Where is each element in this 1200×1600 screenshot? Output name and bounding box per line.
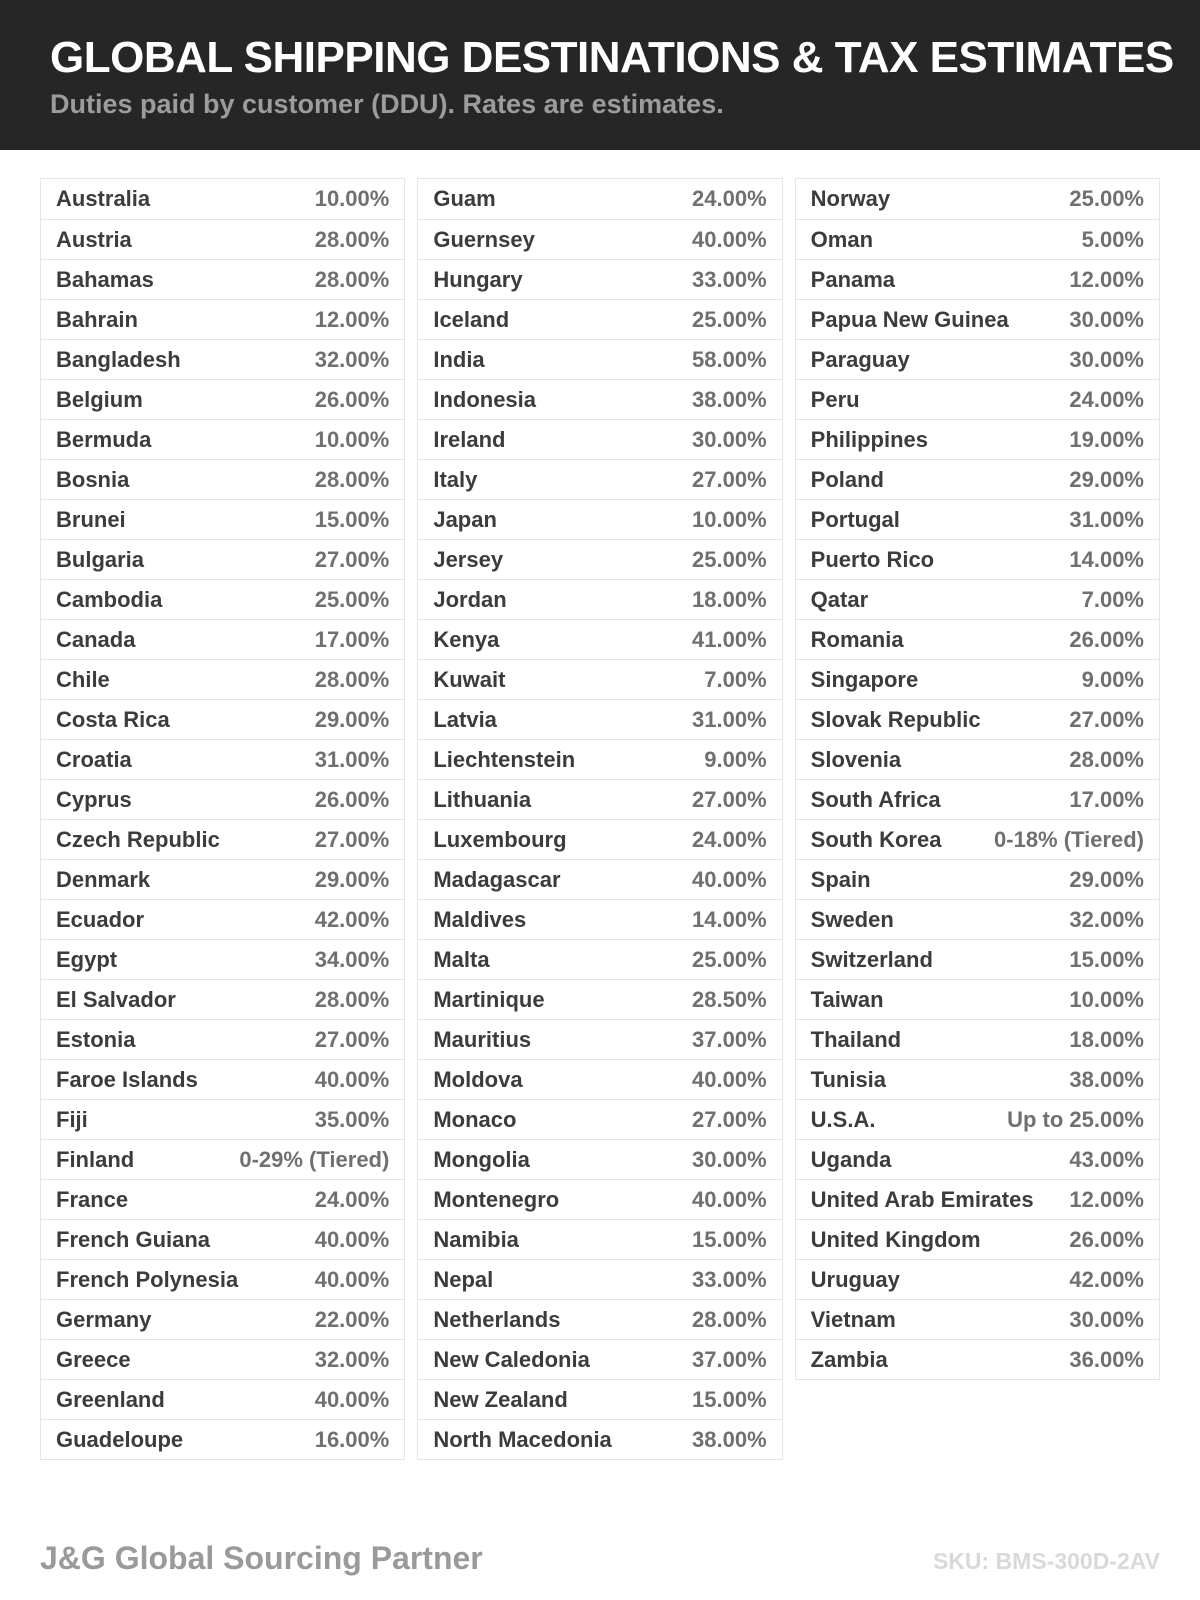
table-row [418,899,781,939]
table-row [41,179,404,219]
tax-rate: 15.00% [314,506,390,532]
table-row [796,1139,1159,1179]
tax-rate: 27.00% [314,826,390,852]
tax-rate: 28.00% [314,266,390,292]
tax-rate: 7.00% [1081,586,1144,612]
table-row [796,619,1159,659]
country-name: India [433,346,485,372]
country-name: Uruguay [810,1266,900,1292]
tax-rate: 26.00% [314,786,390,812]
tax-rate: 28.00% [1069,746,1144,772]
tax-rate: 15.00% [1069,946,1144,972]
table-row [796,1019,1159,1059]
country-name: Papua New Guinea [810,306,1009,332]
table-row [796,699,1159,739]
country-name: Australia [56,186,151,211]
country-name: Switzerland [810,946,933,972]
country-name: Guernsey [433,226,535,252]
table-row [41,939,404,979]
country-name: Kuwait [433,666,506,692]
tax-rate: 35.00% [314,1106,390,1132]
table-row [41,899,404,939]
tax-rate: 30.00% [692,426,767,452]
tax-rate: 27.00% [314,1026,390,1052]
tax-rate: 37.00% [692,1346,767,1372]
country-name: Croatia [56,746,132,772]
table-row [41,1219,404,1259]
tax-rate: 34.00% [314,946,390,972]
tax-rate: 28.00% [314,986,390,1012]
tax-rate: 43.00% [1069,1146,1144,1172]
table-row [41,1339,404,1379]
country-name: Poland [810,466,884,492]
country-name: Panama [810,266,896,292]
table-row [796,459,1159,499]
tax-rate: 31.00% [314,746,390,772]
tax-rate: 28.00% [314,226,390,252]
tax-rate: 17.00% [1069,786,1144,812]
country-name: New Zealand [433,1386,568,1412]
tax-rate: 15.00% [692,1226,767,1252]
tax-rate: 18.00% [692,586,767,612]
table-row [41,979,404,1019]
tax-rate: 18.00% [1069,1026,1144,1052]
table-row [41,1139,404,1179]
tax-rate: 10.00% [314,186,390,211]
tax-rate: 26.00% [1069,1226,1144,1252]
table-row [418,819,781,859]
tax-rate: 40.00% [314,1226,390,1252]
tax-rate: 0-29% (Tiered) [239,1146,390,1172]
country-name: Cambodia [56,586,163,612]
tax-rate: 40.00% [314,1386,390,1412]
table-row [418,1379,781,1419]
country-name: Bangladesh [56,346,181,372]
country-name: Martinique [433,986,545,1012]
tax-rate: 30.00% [1069,306,1144,332]
table-row [418,939,781,979]
country-name: Liechtenstein [433,746,576,772]
tax-rate: 28.00% [692,1306,767,1332]
country-name: Jersey [433,546,504,572]
country-name: United Arab Emirates [810,1186,1034,1212]
tax-rate: 26.00% [314,386,390,412]
rates-table [40,178,1160,1460]
country-name: France [56,1186,129,1212]
table-row [796,1059,1159,1099]
table-row [796,939,1159,979]
country-name: Taiwan [810,986,884,1012]
country-name: Norway [810,186,891,211]
country-name: Belgium [56,386,143,412]
table-row [418,659,781,699]
table-row [41,739,404,779]
tax-rate: 26.00% [1069,626,1144,652]
country-name: Hungary [433,266,523,292]
tax-rate: 40.00% [692,1066,767,1092]
country-name: Maldives [433,906,527,932]
country-name: Bahrain [56,306,138,332]
country-name: Lithuania [433,786,532,812]
tax-rate: 37.00% [692,1026,767,1052]
country-name: Ireland [433,426,506,452]
country-name: Romania [810,626,904,652]
header-bar [0,0,1200,150]
table-row [796,419,1159,459]
table-row [418,419,781,459]
country-name: Mauritius [433,1026,532,1052]
table-row [418,979,781,1019]
country-name: Montenegro [433,1186,560,1212]
table-row [418,1059,781,1099]
table-row [41,259,404,299]
country-name: Cyprus [56,786,132,812]
country-name: Puerto Rico [810,546,935,572]
brand-name: J&G Global Sourcing Partner [40,1540,483,1576]
table-row [418,1099,781,1139]
tax-rate: 24.00% [692,826,767,852]
table-row [418,1299,781,1339]
table-row [418,499,781,539]
country-name: Madagascar [433,866,561,892]
country-name: Chile [56,666,110,692]
country-name: Sweden [810,906,894,932]
tax-rate: 7.00% [704,666,767,692]
country-name: Monaco [433,1106,517,1132]
page-title: GLOBAL SHIPPING DESTINATIONS & TAX ESTIMATES [50,32,1174,82]
table-row [41,859,404,899]
country-name: Namibia [433,1226,519,1252]
tax-rate: 12.00% [1069,1186,1144,1212]
table-row [796,579,1159,619]
country-name: Thailand [810,1026,902,1052]
tax-rate: 38.00% [692,1426,767,1452]
country-name: Mongolia [433,1146,530,1172]
country-name: Zambia [810,1346,888,1372]
table-row [796,1179,1159,1219]
country-name: Vietnam [810,1306,896,1332]
table-row [41,779,404,819]
tax-rate: 32.00% [1069,906,1144,932]
tax-rate: 28.00% [314,466,390,492]
tax-rate: 15.00% [692,1386,767,1412]
table-row [796,339,1159,379]
country-name: Greece [56,1346,131,1372]
country-name: Czech Republic [56,826,220,852]
table-row [796,379,1159,419]
table-row [41,699,404,739]
table-row [41,1419,404,1459]
country-name: Guadeloupe [56,1426,184,1452]
tax-rate: 5.00% [1081,226,1144,252]
table-row [41,219,404,259]
tax-rate: Up to 25.00% [1007,1106,1144,1132]
country-name: Luxembourg [433,826,567,852]
country-name: South Africa [810,786,941,812]
table-row [418,259,781,299]
table-row [41,1299,404,1339]
tax-rate: 12.00% [314,306,390,332]
country-name: Qatar [810,586,869,612]
tax-rate: 24.00% [1069,386,1144,412]
tax-rate: 33.00% [692,266,767,292]
table-row [418,1139,781,1179]
country-name: Indonesia [433,386,537,412]
rate-column-3 [795,178,1160,1380]
country-name: Egypt [56,946,118,972]
tax-rate: 38.00% [1069,1066,1144,1092]
tax-rate: 40.00% [314,1066,390,1092]
tax-rate: 25.00% [692,546,767,572]
country-name: Iceland [433,306,510,332]
table-row [41,819,404,859]
tax-rate: 36.00% [1069,1346,1144,1372]
table-row [796,1259,1159,1299]
country-name: Greenland [56,1386,165,1412]
table-row [418,459,781,499]
table-row [796,539,1159,579]
tax-rate: 10.00% [692,506,767,532]
country-name: Germany [56,1306,152,1332]
tax-rate: 25.00% [1069,186,1144,211]
tax-rate: 27.00% [692,1106,767,1132]
country-name: Italy [433,466,478,492]
page-subtitle: Duties paid by customer (DDU). Rates are estimates. [50,89,724,120]
table-row [418,1259,781,1299]
tax-rate: 22.00% [314,1306,390,1332]
country-name: Denmark [56,866,151,892]
tax-rate: 14.00% [1069,546,1144,572]
table-row [41,339,404,379]
country-name: South Korea [810,826,942,852]
tax-rate: 9.00% [704,746,767,772]
tax-rate: 41.00% [692,626,767,652]
table-row [796,1299,1159,1339]
table-row [41,1099,404,1139]
country-name: Jordan [433,586,507,612]
table-row [796,859,1159,899]
table-row [418,1339,781,1379]
table-row [418,779,781,819]
tax-rate: 27.00% [692,466,767,492]
country-name: Japan [433,506,497,532]
table-row [41,1179,404,1219]
tax-rate: 30.00% [692,1146,767,1172]
country-name: Uganda [810,1146,892,1172]
country-name: Kenya [433,626,500,652]
table-row [418,1179,781,1219]
country-name: Bulgaria [56,546,145,572]
table-row [418,739,781,779]
tax-rate: 32.00% [314,346,390,372]
table-row [418,859,781,899]
tax-rate: 31.00% [1069,506,1144,532]
table-row [41,1059,404,1099]
tax-rate: 10.00% [1069,986,1144,1012]
country-name: Tunisia [810,1066,887,1092]
country-name: Fiji [56,1106,88,1132]
table-row [796,899,1159,939]
country-name: Bahamas [56,266,154,292]
country-name: Estonia [56,1026,136,1052]
country-name: Nepal [433,1266,494,1292]
tax-rate: 14.00% [692,906,767,932]
table-row [796,659,1159,699]
tax-rate: 40.00% [314,1266,390,1292]
tax-rate: 25.00% [692,306,767,332]
tax-rate: 0-18% (Tiered) [994,826,1144,852]
table-row [41,419,404,459]
tax-rate: 16.00% [314,1426,390,1452]
country-name: New Caledonia [433,1346,590,1372]
tax-rate: 29.00% [1069,466,1144,492]
country-name: El Salvador [56,986,176,1012]
tax-rate: 29.00% [1069,866,1144,892]
tax-rate: 29.00% [314,706,390,732]
tax-rate: 31.00% [692,706,767,732]
table-row [796,1099,1159,1139]
table-row [796,179,1159,219]
table-row [796,299,1159,339]
table-row [418,219,781,259]
tax-rate: 17.00% [314,626,390,652]
country-name: Peru [810,386,860,412]
tax-rate: 58.00% [692,346,767,372]
country-name: Netherlands [433,1306,561,1332]
tax-rate: 28.00% [314,666,390,692]
tax-rate: 27.00% [1069,706,1144,732]
tax-rate: 9.00% [1081,666,1144,692]
footer [40,1540,1160,1577]
country-name: Finland [56,1146,135,1172]
table-row [418,579,781,619]
country-name: Bosnia [56,466,130,492]
tax-rate: 12.00% [1069,266,1144,292]
country-name: Moldova [433,1066,523,1092]
table-row [41,1379,404,1419]
table-row [41,379,404,419]
table-row [418,539,781,579]
tax-rate: 29.00% [314,866,390,892]
table-row [796,219,1159,259]
country-name: North Macedonia [433,1426,612,1452]
tax-rate: 30.00% [1069,346,1144,372]
table-row [41,619,404,659]
country-name: Spain [810,866,871,892]
country-name: Portugal [810,506,900,532]
country-name: French Guiana [56,1226,211,1252]
tax-rate: 27.00% [314,546,390,572]
country-name: Paraguay [810,346,910,372]
country-name: Slovenia [810,746,902,772]
table-row [796,819,1159,859]
country-name: Slovak Republic [810,706,981,732]
tax-rate: 40.00% [692,226,767,252]
table-row [41,299,404,339]
table-row [41,459,404,499]
table-row [418,619,781,659]
tax-rate: 27.00% [692,786,767,812]
table-row [796,1219,1159,1259]
country-name: Brunei [56,506,126,532]
table-row [418,1419,781,1459]
tax-rate: 24.00% [692,186,767,211]
country-name: Austria [56,226,132,252]
tax-rate: 38.00% [692,386,767,412]
table-row [41,659,404,699]
table-row [796,979,1159,1019]
country-name: Costa Rica [56,706,170,732]
country-name: Canada [56,626,136,652]
table-row [41,1259,404,1299]
country-name: Singapore [810,666,919,692]
table-row [418,1019,781,1059]
tax-rate: 33.00% [692,1266,767,1292]
table-row [418,339,781,379]
country-name: Oman [810,226,874,252]
tax-rate: 25.00% [314,586,390,612]
table-row [41,1019,404,1059]
country-name: Philippines [810,426,929,452]
table-row [796,739,1159,779]
country-name: Ecuador [56,906,145,932]
tax-rate: 19.00% [1069,426,1144,452]
country-name: U.S.A. [810,1106,876,1132]
country-name: Malta [433,946,490,972]
table-row [796,779,1159,819]
table-row [418,1219,781,1259]
tax-rate: 10.00% [314,426,390,452]
tax-rate: 28.50% [692,986,767,1012]
table-row [796,259,1159,299]
tax-rate: 42.00% [314,906,390,932]
tax-rate: 40.00% [692,866,767,892]
tax-rate: 25.00% [692,946,767,972]
sku-label: SKU: BMS-300D-2AV [932,1548,1160,1574]
table-row [418,379,781,419]
table-row [418,699,781,739]
tax-rate: 30.00% [1069,1306,1144,1332]
table-row [418,299,781,339]
country-name: Faroe Islands [56,1066,198,1092]
country-name: Bermuda [56,426,152,452]
table-row [41,499,404,539]
table-row [796,1339,1159,1379]
country-name: United Kingdom [810,1226,981,1252]
rate-column-2 [417,178,782,1460]
table-row [41,579,404,619]
tax-rate: 32.00% [314,1346,390,1372]
tax-rate: 42.00% [1069,1266,1144,1292]
table-row [41,539,404,579]
country-name: Guam [433,186,496,211]
country-name: French Polynesia [56,1266,239,1292]
table-row [418,179,781,219]
table-row [796,499,1159,539]
country-name: Latvia [433,706,497,732]
rate-column-1 [40,178,405,1460]
tax-rate: 24.00% [314,1186,390,1212]
tax-rate: 40.00% [692,1186,767,1212]
